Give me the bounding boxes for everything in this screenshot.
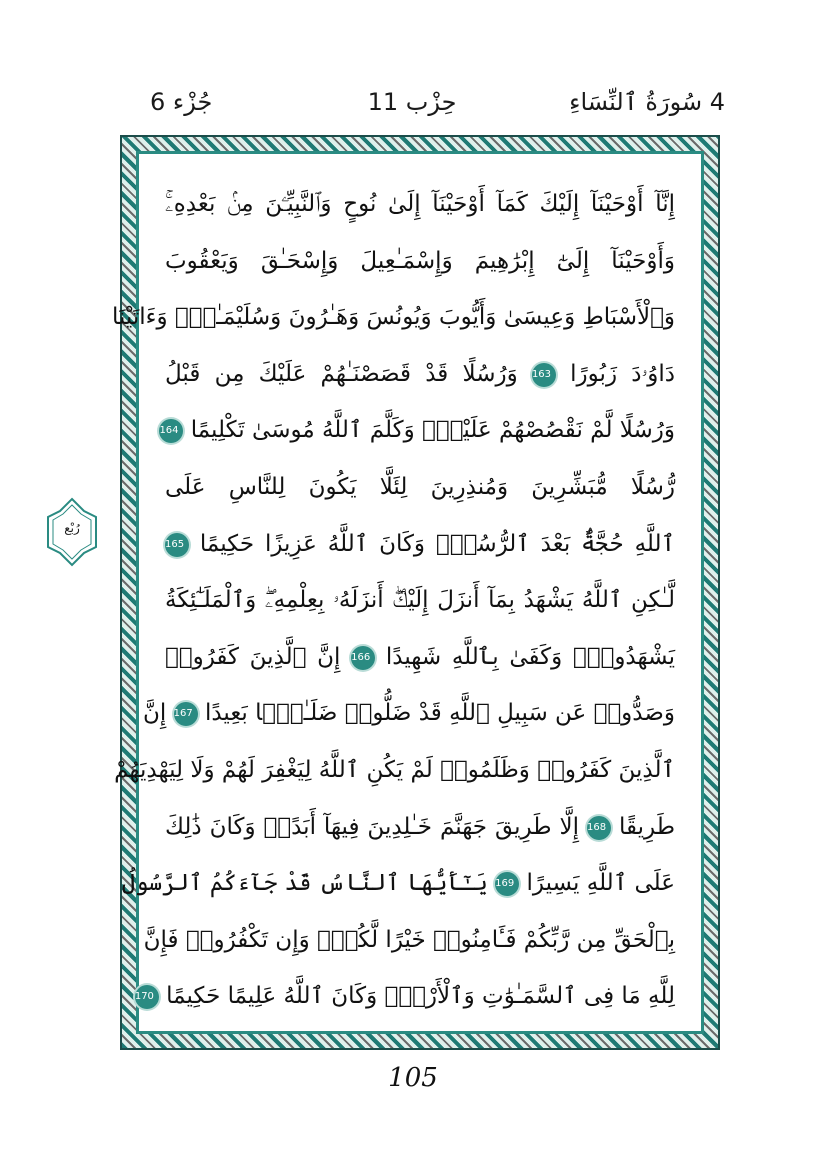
- verse-text: بِٱلْحَقِّ مِن رَّبِّكُمْ فَـَٔامِنُوا۟ خَيْرًا لَّكُمْۚ وَإِن تَكْفُرُوا۟ فَإِنَّ: [143, 926, 675, 953]
- ayah-number-marker: 163: [532, 363, 556, 387]
- ornamental-frame: [111, 135, 720, 1050]
- verse-text: وَأَوْحَيْنَآ إِلَىٰٓ إِبْرَٰهِيمَ وَإِسْمَـٰعِيلَ وَإِسْحَـٰقَ وَيَعْقُوبَ: [165, 247, 675, 274]
- text-line: [165, 629, 675, 686]
- ayah-number-marker: 170: [135, 985, 159, 1009]
- text-line: [165, 233, 675, 290]
- page-number: 105: [388, 1063, 438, 1093]
- rub-label: رُبْع: [64, 521, 80, 535]
- ayah-number-marker: 169: [495, 872, 519, 896]
- verse-text: دَاوُۥدَ زَبُورًا: [570, 360, 676, 387]
- ayah-number-marker: 167: [174, 702, 198, 726]
- text-line: [165, 176, 675, 233]
- verse-text: ٱلَّذِينَ كَفَرُوا۟ وَظَلَمُوا۟ لَمْ يَكُنِ ٱللَّهُ لِيَغْفِرَ لَهُمْ وَلَا لِيَهْدِيَهُمْ: [114, 756, 675, 783]
- text-line: [165, 799, 675, 856]
- ayah-number-marker: 166: [351, 646, 375, 670]
- text-line: [143, 685, 675, 742]
- verse-text: وَٱلْأَسْبَاطِ وَعِيسَىٰ وَأَيُّوبَ وَيُونُسَ وَهَـٰرُونَ وَسُلَيْمَـٰنَۚ وَءَاتَيْنَا: [111, 304, 675, 331]
- text-line: [111, 289, 675, 346]
- text-line: [159, 402, 675, 459]
- rub-marker: [44, 497, 100, 567]
- text-line: [165, 459, 675, 516]
- verse-text-continued: إِلَّا طَرِيقَ جَهَنَّمَ خَـٰلِدِينَ فِيهَآ أَبَدًاۚ وَكَانَ ذَٰلِكَ: [165, 813, 580, 840]
- text-line: [165, 516, 675, 573]
- text-panel: [111, 151, 704, 1034]
- quran-text-area: [111, 176, 676, 1010]
- verse-text: عَلَى ٱللَّهِ يَسِيرًا: [526, 870, 675, 897]
- verse-text: وَصَدُّوا۟ عَن سَبِيلِ ٱللَّهِ قَدْ ضَلُّوا۟ ضَلَـٰلًۢا بَعِيدًا: [204, 700, 675, 727]
- verse-text: وَرُسُلًا لَّمْ نَقْصُصْهُمْ عَلَيْكَۚ وَكَلَّمَ ٱللَّهُ مُوسَىٰ تَكْلِيمًا: [190, 417, 675, 444]
- verse-text: ٱللَّهِ حُجَّةٌۢ بَعْدَ ٱلرُّسُلِۚ وَكَانَ ٱللَّهُ عَزِيزًا حَكِيمًا: [199, 530, 675, 557]
- juz-label: جُزْء 6: [150, 88, 213, 116]
- text-line: [143, 912, 675, 969]
- verse-text-continued: إِنَّ ٱلَّذِينَ كَفَرُوا۟: [165, 643, 341, 670]
- ayah-number-marker: 164: [159, 419, 183, 443]
- verse-text: لِلَّهِ مَا فِى ٱلسَّمَـٰوَٰتِ وَٱلْأَرْضِۚ وَكَانَ ٱللَّهُ عَلِيمًا حَكِيمًا: [166, 983, 675, 1010]
- verse-text: يَشْهَدُونَۚ وَكَفَىٰ بِٱللَّهِ شَهِيدًا: [385, 643, 676, 670]
- verse-text: رُّسُلًا مُّبَشِّرِينَ وَمُنذِرِينَ لِئَلَّا يَكُونَ لِلنَّاسِ عَلَى: [165, 473, 675, 500]
- hizb-label: حِزْب 11: [367, 88, 457, 116]
- verse-text-continued: يَـٰٓأَيُّهَا ٱلنَّاسُ قَدْ جَآءَكُمُ ٱلرَّسُولُ: [121, 870, 488, 897]
- text-line: [134, 968, 675, 1025]
- ayah-number-marker: 165: [165, 533, 189, 557]
- ayah-number-marker: 168: [587, 816, 611, 840]
- text-line: [165, 346, 675, 403]
- text-line: [114, 742, 675, 799]
- verse-text-continued: إِنَّ: [143, 700, 167, 727]
- surah-name: 4 سُورَةُ ٱلنِّسَاءِ: [569, 88, 725, 116]
- verse-text: إِنَّآ أَوْحَيْنَآ إِلَيْكَ كَمَآ أَوْحَيْنَآ إِلَىٰ نُوحٍ وَٱلنَّبِيِّـۧنَ مِنۢ بَعْدِهِۦۚ: [165, 191, 675, 217]
- verse-text: طَرِيقًا: [618, 813, 676, 840]
- text-line: [121, 855, 675, 912]
- verse-text: لَّـٰكِنِ ٱللَّهُ يَشْهَدُ بِمَآ أَنزَلَ إِلَيْكَۖ أَنزَلَهُۥ بِعِلْمِهِۦۖ وَٱلْمَلَـٰٓئِكَةُ: [165, 587, 675, 614]
- text-line: [165, 572, 675, 629]
- verse-text-continued: وَرُسُلًا قَدْ قَصَصْنَـٰهُمْ عَلَيْكَ مِن قَبْلُ: [165, 360, 518, 387]
